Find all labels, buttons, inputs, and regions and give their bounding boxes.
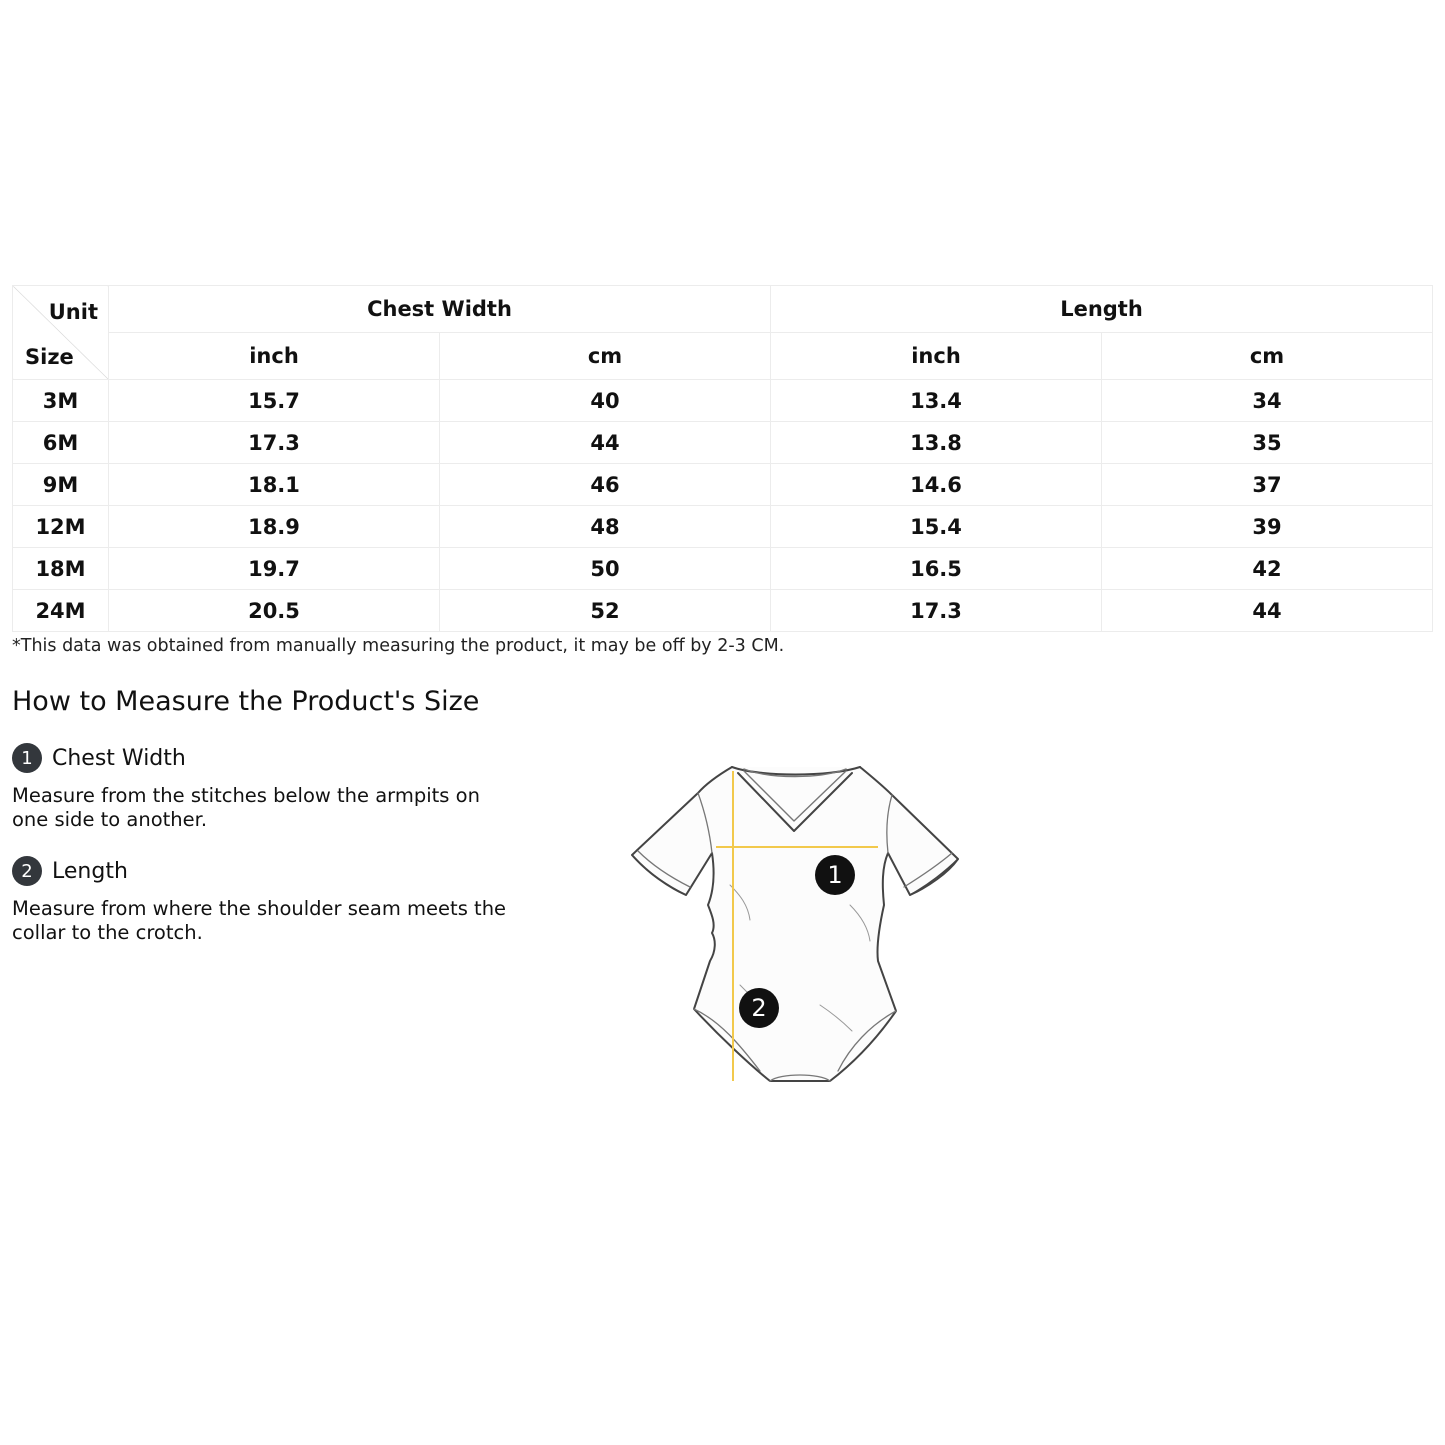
table-group-header-row (13, 286, 1433, 333)
size-cell: 9M (13, 464, 109, 506)
length-cm-cell: 44 (1102, 590, 1433, 632)
step-chest-width (12, 742, 532, 832)
unit-header-chest-inch: inch (109, 333, 440, 380)
size-cell: 24M (13, 590, 109, 632)
howto-title: How to Measure the Product's Size (12, 686, 480, 717)
length-inch-cell: 14.6 (771, 464, 1102, 506)
table-row (13, 464, 1433, 506)
chest-inch-cell: 18.1 (109, 464, 440, 506)
step-description: Measure from where the shoulder seam meets the collar to the crotch. (12, 897, 507, 944)
chest-cm-cell: 52 (440, 590, 771, 632)
chest-cm-cell: 40 (440, 380, 771, 422)
table-row (13, 380, 1433, 422)
size-cell: 3M (13, 380, 109, 422)
size-cell: 6M (13, 422, 109, 464)
chest-cm-cell: 44 (440, 422, 771, 464)
length-cm-cell: 37 (1102, 464, 1433, 506)
size-cell: 18M (13, 548, 109, 590)
unit-header-chest-cm: cm (440, 333, 771, 380)
length-inch-cell: 13.8 (771, 422, 1102, 464)
length-inch-cell: 16.5 (771, 548, 1102, 590)
chest-inch-cell: 18.9 (109, 506, 440, 548)
marker-1-label: 1 (827, 861, 843, 889)
step-number-badge: 1 (12, 743, 42, 773)
table-row (13, 506, 1433, 548)
table-corner-cell (13, 286, 109, 380)
step-description: Measure from the stitches below the armpits on one side to another. (12, 784, 480, 831)
table-row (13, 590, 1433, 632)
unit-header-length-cm: cm (1102, 333, 1433, 380)
header-chest-width: Chest Width (109, 286, 771, 333)
length-cm-cell: 34 (1102, 380, 1433, 422)
length-inch-cell: 15.4 (771, 506, 1102, 548)
measurement-note: *This data was obtained from manually measuring the product, it may be off by 2-3 CM. (12, 636, 785, 656)
table-unit-header-row (13, 333, 1433, 380)
unit-header-length-inch: inch (771, 333, 1102, 380)
corner-size-label: Size (25, 345, 74, 369)
chest-inch-cell: 19.7 (109, 548, 440, 590)
step-title: Length (52, 858, 128, 884)
length-cm-cell: 35 (1102, 422, 1433, 464)
length-inch-cell: 13.4 (771, 380, 1102, 422)
size-chart-table (12, 285, 1433, 632)
step-header (12, 855, 532, 887)
header-length: Length (771, 286, 1433, 333)
length-inch-cell: 17.3 (771, 590, 1102, 632)
length-cm-cell: 39 (1102, 506, 1433, 548)
marker-2-label: 2 (751, 994, 767, 1022)
step-number-badge: 2 (12, 856, 42, 886)
step-header (12, 742, 532, 774)
chest-cm-cell: 46 (440, 464, 771, 506)
step-title: Chest Width (52, 745, 186, 771)
length-cm-cell: 42 (1102, 548, 1433, 590)
table-row (13, 422, 1433, 464)
chest-inch-cell: 15.7 (109, 380, 440, 422)
corner-unit-label: Unit (48, 300, 98, 324)
chest-cm-cell: 50 (440, 548, 771, 590)
chest-inch-cell: 17.3 (109, 422, 440, 464)
step-length (12, 855, 532, 945)
size-cell: 12M (13, 506, 109, 548)
chest-inch-cell: 20.5 (109, 590, 440, 632)
table-row (13, 548, 1433, 590)
chest-cm-cell: 48 (440, 506, 771, 548)
baby-bodysuit-icon (620, 755, 970, 1095)
